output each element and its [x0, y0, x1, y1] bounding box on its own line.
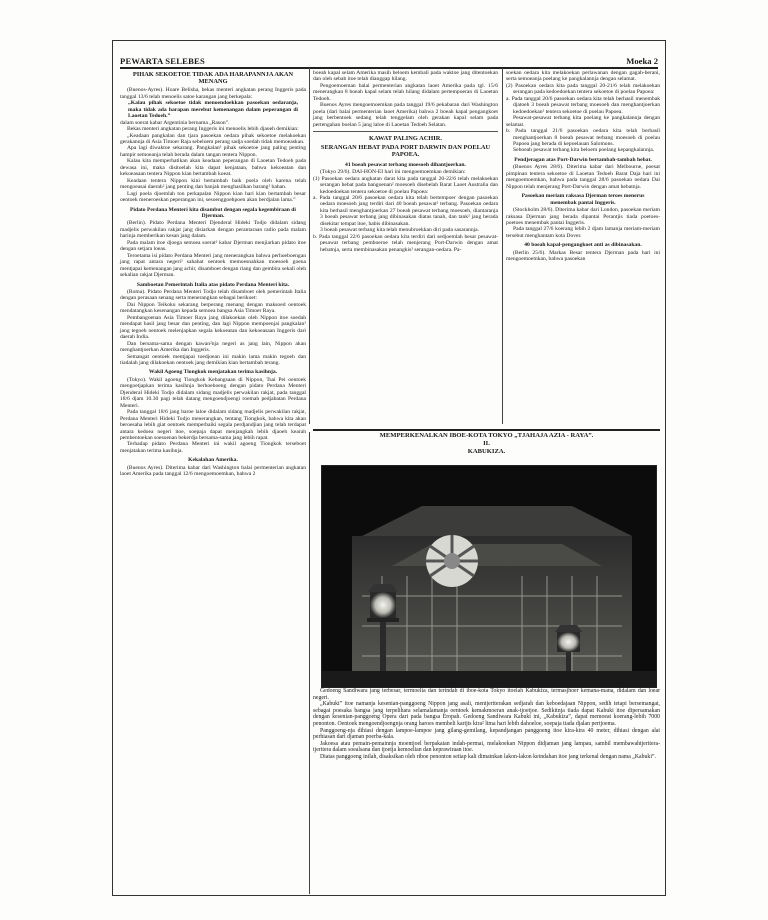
caption-paragraph: Diatas panggoeng inilah, disaksikan oleh riboe penonton setiap kali dimainkan lakon-lakon keindahan itoe jang terkenal dengan nama „Kabuki”. — [320, 753, 656, 760]
section-heading: KAWAT PALING ACHIR. — [369, 135, 442, 143]
paragraph: Teroetama isi pidato Perdana Menteri jang menerangkan bahwa perhoeboengan jang rapat antara negeri² sahabat oentoek memoesnahkan moesoeh goena mentjapai kemenangan jang achir, disamboet dengan riang dan gembira sekali oleh sekalian rakjat Djerman. — [120, 252, 307, 279]
list-item: (1) Pasoekan oedara angkatan darat kita pada tanggal 20-22/6 telah melakoekan serangan hebat pada bangoenan² moesoeh disebelah Barat Laoet Australia dan kedoedoekan tentera sekoetoe di poelau Papoea: — [313, 175, 498, 195]
paragraph: Seboeah pesawat terbang kita beloem poelang kepangkalannja. — [513, 147, 655, 154]
paragraph: Lagi poela djoemlah ton perkapalan Nippon kian hari kian bertambah besar oentoek meneroeskan peperangan ini, sesoenggoehpoen akan berdjalan lama.” — [120, 190, 306, 204]
paragraph: „Keadaan pangkalan dan tjara pasoekan oedara pihak sekoetoe melakoekan gerakannja di Asia Timoer Raja sebeloem perang sadja soedah tidak memoeaskan. — [120, 132, 306, 146]
quote-bold: „Kalau pihak sekoetoe tidak menoendoekkan pasoekan oedaranja, maka tidak ada harapan merebut kemenangan dalam peperangan di Laoetan Tedoeh.” — [128, 100, 298, 120]
caption-paragraph: „Kabuki” itoe namanja kesenian-panggoeng Nippon jang asali, mentjeriterakan sedjarah dan keboedajaan Nippon, sedih tetapi bersemangat, sebagai poesaka bangsa jang terpelihara selamalamanja oentoek kemakmoeran anak-tjoetjoe. Sedikitnja tiada dapat Kabuki itoe dipersamakan dengan kesenian-panggoeng Opera dari pada bangsa Eropah. Gedoeng Sandiwara Kabuki ini, „Kabukiza”, dapat memoeat koerang-lebih 7000 penonton. Oentoek mengoendjoengnja orang haroes membeli kartjis kira² lima hari lebih dahoeloe, soepaja tiada djalan pertjoema. — [313, 701, 660, 727]
paragraph: (Tokyo 29/6). DAI-HON-EI hari ini mengoemoemkan demikian: — [320, 169, 466, 176]
feature-subtitle: KABUKIZA. — [467, 448, 506, 455]
paragraph: (Berlin 25/6). Markas Besar tentera Djerman pada hari ini mengoemoemkan, bahwa pasoekan — [506, 249, 660, 263]
paragraph: Semangat oentoek mentjapai toedjoean ini makin lama makin tegoeh dan tiadalah jang dilakoekan oentoek jang demikian kian bertambah terang. — [120, 353, 306, 366]
feature-title: MEMPERKENALKAN IBOE-KOTA TOKYO „TJAHAJA AZIA - RAYA”. — [379, 432, 594, 439]
paragraph: Keadaan tentera Nippon kini bertambah baik poela oleh karena telah mengoeasai daerah² jang penting dan banjak menghasilkan barang² bahan. — [120, 177, 306, 191]
paragraph: Apa lagi diwaktoe sekarang. Pangkalan² pihak sekoetoe jang paling penting hampir semoeanja telah berada dalam tangan tentera Nippon. — [120, 145, 306, 158]
paragraph: (Roma). Pidato Perdana Menteri Todjo telah disamboet oleh pemerintah Italia dengan perasaan senang serta menerangkan sebagai berikoet: — [120, 289, 306, 302]
article-title: Pasoekan meriam raksasa Djerman teroes menerus menembak pantai Inggeris. — [521, 193, 645, 206]
article-title: Pidato Perdana Menteri kita disambut dengan segala kegembiraan di Djerman. — [130, 206, 296, 220]
page-number: Moeka 2 — [626, 56, 658, 66]
caption-paragraph: Panggoeng-nja dihiasi dengan lampoe-lampoe jang gilang-gemilang, kepandjangan panggoeng itoe kira-kira 40 meter, dihiasi dengan alat perhiasan dari djaman poerba-kala. — [313, 727, 660, 741]
paragraph: Pada tanggal 27/6 koerang lebih 2 djam lamanja meriam-meriam tersebut menghantam kota Dover. — [506, 226, 660, 239]
article-title: Kekalahan Amerika. — [188, 457, 238, 464]
article-title: PIHAK SEKOETOE TIDAK ADA HARAPANNJA AKAN MENANG — [132, 71, 294, 86]
list-item: (2) Pasoekan oedara kita pada tanggal 20-21/6 telah melakoekan serangan pada kedoedoekan tentera sekoetoe di poelau Papoea: — [506, 82, 660, 96]
article-title: Pendjeragan atas Port-Darwin bertambah-tambah hebat. — [514, 156, 652, 163]
article-title: SERANGAN HEBAT PADA PORT DARWIN DAN POELAU PAPOEA. — [320, 144, 491, 159]
paragraph: Bekas menteri angkatan perang Inggeris ini menoelis lebih djaoeh demikian: — [127, 126, 299, 133]
column-1 — [120, 70, 306, 478]
column-rule-2 — [502, 68, 503, 424]
paragraph: Pesawat-pesawat terbang kita poelang ke pangkalannja dengan selamat. — [506, 115, 660, 128]
kabukiza-photo — [321, 465, 657, 688]
paragraph: 3 boeah pesawat terbang kita telah menubroekkan diri pada sasarannja. — [320, 227, 480, 234]
paragraph: soekan oedara kita melakoekan perlawanan dengan gagah-berani, serta semoeanja poelang ke pangkalannja dengan selamat. — [506, 70, 660, 83]
paragraph: Pengoemoeman balai permenterian angkatan laoet Amerika pada tgl. 15/6 menerangkan 8 boeah kapal selam telah hilang didalam pertempoeran di Laoetan Tedoeh. — [313, 82, 498, 102]
article-title: 40 boeah kapal-pengangkoet anti as dibinasakan. — [524, 242, 642, 249]
paragraph: Pada malam itoe djoega semoea soerat² kabar Djerman menjiarkan pidato itoe dengan setjara loeas. — [120, 239, 306, 253]
column-2 — [313, 70, 498, 253]
feature-number: II. — [483, 440, 490, 447]
paragraph: (Berlin). Pidato Perdana Menteri Djenderal Hideki Todjo didalam sidang madjelis perwakilan rakjat jang disiarkan dengan perantaraan radio pada malam harinja memberikan kesan jang dalam. — [120, 220, 306, 240]
paragraph: Dan bersama-sama dengan kawan²nja negeri as jang lain, Nippon akan menghantjoerkan Amerika dan Inggeris. — [120, 340, 306, 354]
caption-paragraph: Gedoeng Sandiwara jang terbesar, termoelia dan terindah di iboe-kota Tokyo itoelah Kabukiza, termasjhoer kemana-mana, didalam dan loear negeri. — [313, 688, 660, 701]
feature-header — [313, 432, 660, 456]
list-item: a. Pada tanggal 20/6 pasoekan oedara kita telah berhasil menembak djatoeh 3 boeah pesawat terbang moesoeh dan menghantjoerkan kedoedoekan² tentera sekoetoe di poelau Papoea. — [506, 95, 660, 115]
rising-sun-flag — [426, 535, 478, 587]
list-item: a. Pada tanggal 20/6 pasoekan oedara kita telah bertempoer dengan pasoekan oedara moesoeh jang terdiri dari 40 boeah pesawat² terbang. Pasoekan oedara kita berhasil menghantjoerkan 27 boeah pesawat terbang moesoeh, diantaranja 3 boeah pesawat terbang jang dibinasakan diatas tanah, dan tank² jang berada disekitar tempat itoe, habis dibinasakan. — [313, 194, 498, 227]
photo-caption — [313, 688, 660, 761]
article-subtitle: 41 boeah pesawat terbang moesoeh dihantjoerkan. — [345, 161, 466, 168]
paragraph: Pada tanggal 18/6 jang baroe laloe didalam sidang madjelis perwakilan rakjat, Perdana Menteri Hideki Todjo menerangkan, tentang Tiongkok, bahwa kita akan beroesaha lebih giat oentoek memperbaiki segala perdjandjian jang telah terdapat antara kedoea negeri itoe, soepaja dapat menjangkah lebih djaoeh kearah pembentoekan soesoenan bekerdja bersama-sama jang lebih rapat. — [120, 409, 306, 441]
page-header — [120, 53, 658, 69]
paragraph: (Tokyo). Wakil agoeng Tiongkok Kebangsaan di Nippon, Tsai Pei oentoek mengoetjapkan terima kasihnja berhoeboeng dengan pidato Perdana Menteri Djenderal Hideki Todjo didalam sidang madjelis perwakilan rakjat, pada tanggal 18/6 djam 10.30 pagi telah datang mengoendjoengi roemah pedjabatan Perdana Menteri. — [120, 376, 306, 409]
paragraph: Buenos Ayres mengoemoemkan pada tanggal 19/6 pekabaran dari Washington poela (dari balai permenterian laoet Amerika) bahwa 2 boeah kapal pengangkoet jang berbentoek sedang telah tenggelam oleh gerakan kapal selam pada pertengahan boelan 5 jang laloe di Laoetan Tedoeh Selatan. — [313, 102, 498, 128]
paragraph: (Buenos Ayres). Diterima kabar dari Washington balai permenterian angkatan laoet Amerika pada tanggal 12/6 mengoemoemkan, bahwa 2 — [120, 464, 306, 478]
paragraph: Dai Nippon Teikoku sekarang berperang menang dengan maksoed oentoek mendatangkan kesenangan kepada semoea bangsa Asia Timoer Raya. — [120, 301, 306, 315]
list-item: b. Pada tanggal 22/6 pasoekan oedara kita terdiri dari sedjoemlah besar pesawat-pesawat terbang pemboeroe telah menjerang Port-Darwin dengan amat hebatnja, serta membinasakan penangkis² serangan-oedara. Pa- — [313, 233, 498, 253]
caption-paragraph: Jakoesa atau pemain-pemainnja moentjoel berpakaian indah-permai, melakoekan Nippon didjaman jang lampau, sambil membawahtjeritera-tjeritera dalam soealsana dan tjoetja kemoelian dan keprawiraan itoe. — [313, 740, 660, 754]
feature-rule — [313, 429, 660, 431]
article-title: Wakil Agoeng Tiongkok menjatakan terima kasihnja. — [148, 369, 278, 376]
paragraph: Terhadap pidato Perdana Menteri ini wakil agoeng Tiongkok terseboet menjatakan terima kasihnja. — [120, 441, 306, 454]
newspaper-name: PEWARTA SELEBES — [120, 56, 205, 66]
paragraph: boeah kapal selam Amerika masih beloem kembali pada waktoe jang ditentoekan dan oleh sebab itoe telah dianggap hilang. — [313, 70, 498, 83]
paragraph: (Stockholm 28/6). Diterima kabar dari London, pasoekan meriam raksasa Djerman jang berada dipantai Perantjis tiada poetoes-poetoes menembak pantai Inggeris. — [506, 207, 660, 226]
article-title: Samboetan Pemerintah Italia atas pidato Perdana Menteri kita. — [136, 281, 290, 288]
kabukiza-illustration — [322, 466, 656, 687]
paragraph: (Buenos Ayres 28/6). Diterima kabar dari Melbourne, poesat pimpinan tentera sekoetoe di Laoetan Tedoeh Barat Daja hari ini mengoemoemkan, bahwa pada tanggal 28/6 pasoekan oedara Dai Nippon telah menjerang Port-Darwin dengan amat hebatnja. — [506, 164, 660, 190]
list-item: b. Pada tanggal 21/6 pasoekan oedara kita telah berhasil menghantjoerkan 8 boeah pesawat terbang moesoeh di poelau Papoea jang berada di kepoelauan Salomons. — [506, 128, 660, 147]
paragraph: Kalau kita memperhatikan akan keadaan peperangan di Laoetan Tedoeh pada dewasa ini, maka disitoelah kita dapat kenjataan, bahwa kekoeatan dan kekoeasaan tentera Nippon kian bertambah koeat. — [120, 158, 306, 178]
paragraph: dalam soerat kabar Argentinia bernama „Rason”. — [120, 119, 230, 126]
column-rule-1b — [309, 432, 310, 894]
column-rule-1 — [309, 68, 310, 424]
paragraph: Pembangoenan Asia Timoer Raya jang dilakoekan oleh Nippon itoe soedah mendapat hasil jang besar dan penting, dan lagi Nippon mempoenjai pangkalan² jang tegoeh oentoek melenjapkan segala kekoeatan dan kekoeasaan Inggeris dari daerah India. — [120, 314, 306, 341]
paragraph: (Buenos-Ayres). Hoare Belisha, bekas menteri angkatan perang Inggeris pada tanggal 13/6 telah menoelis satoe karangan jang berkepala: — [120, 87, 306, 100]
column-3 — [506, 70, 660, 263]
separator — [313, 131, 498, 132]
